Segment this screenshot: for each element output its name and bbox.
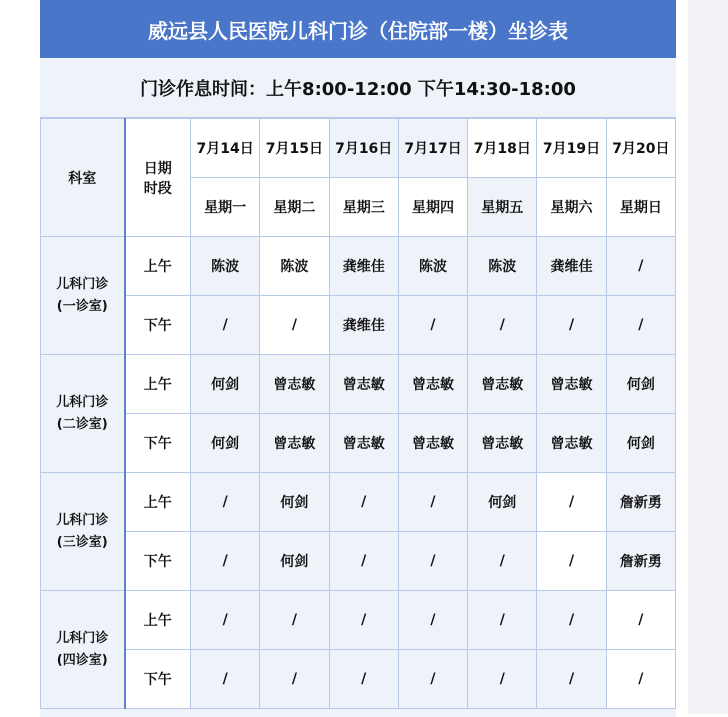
table-row xyxy=(41,237,676,296)
schedule-cell: 何剑 xyxy=(468,473,537,532)
schedule-cell: 陈波 xyxy=(468,237,537,296)
schedule-cell: 何剑 xyxy=(606,414,675,473)
schedule-cell: / xyxy=(398,591,467,650)
table-row xyxy=(41,473,676,532)
room-label: 儿科门诊 (一诊室) xyxy=(41,237,125,355)
date-period-header: 日期 时段 xyxy=(125,119,191,237)
period-label: 上午 xyxy=(125,473,191,532)
weekday-header: 星期五 xyxy=(468,178,537,237)
schedule-cell: 曾志敏 xyxy=(537,355,606,414)
room-label: 儿科门诊 (四诊室) xyxy=(41,591,125,709)
schedule-cell: 陈波 xyxy=(398,237,467,296)
schedule-cell: / xyxy=(468,296,537,355)
schedule-cell: 何剑 xyxy=(606,355,675,414)
schedule-cell: / xyxy=(398,532,467,591)
period-label: 下午 xyxy=(125,650,191,709)
schedule-cell: 陈波 xyxy=(260,237,329,296)
schedule-cell: / xyxy=(537,296,606,355)
weekday-header: 星期二 xyxy=(260,178,329,237)
schedule-cell: 何剑 xyxy=(260,532,329,591)
schedule-cell: 龚维佳 xyxy=(537,237,606,296)
table-row xyxy=(41,591,676,650)
schedule-cell: 曾志敏 xyxy=(537,414,606,473)
schedule-cell: / xyxy=(606,296,675,355)
schedule-cell: 曾志敏 xyxy=(329,414,398,473)
schedule-cell: / xyxy=(191,473,260,532)
schedule-cell: / xyxy=(191,650,260,709)
table-row xyxy=(41,296,676,355)
schedule-cell: 曾志敏 xyxy=(398,355,467,414)
schedule-cell: / xyxy=(468,591,537,650)
schedule-cell: / xyxy=(537,473,606,532)
schedule-cell: / xyxy=(191,532,260,591)
schedule-cell: 曾志敏 xyxy=(468,414,537,473)
schedule-cell: / xyxy=(468,650,537,709)
table-row xyxy=(41,650,676,709)
schedule-cell: / xyxy=(537,591,606,650)
schedule-cell: / xyxy=(537,650,606,709)
schedule-cell: / xyxy=(537,532,606,591)
schedule-cell: / xyxy=(398,650,467,709)
schedule-cell: 何剑 xyxy=(260,473,329,532)
schedule-cell: / xyxy=(260,296,329,355)
schedule-cell: / xyxy=(606,591,675,650)
schedule-sheet xyxy=(40,0,676,717)
schedule-cell: / xyxy=(260,591,329,650)
dept-header: 科室 xyxy=(41,119,125,237)
period-label: 下午 xyxy=(125,414,191,473)
sheet-title: 威远县人民医院儿科门诊（住院部一楼）坐诊表 xyxy=(40,0,676,58)
schedule-cell: 龚维佳 xyxy=(329,237,398,296)
date-header: 7月17日 xyxy=(398,119,467,178)
date-header: 7月14日 xyxy=(191,119,260,178)
schedule-cell: 曾志敏 xyxy=(260,414,329,473)
period-label: 上午 xyxy=(125,237,191,296)
date-header: 7月19日 xyxy=(537,119,606,178)
weekday-header: 星期一 xyxy=(191,178,260,237)
schedule-cell: 何剑 xyxy=(191,414,260,473)
schedule-cell: / xyxy=(329,473,398,532)
schedule-cell: 龚维佳 xyxy=(329,296,398,355)
schedule-cell: / xyxy=(398,296,467,355)
period-label: 下午 xyxy=(125,296,191,355)
date-header: 7月15日 xyxy=(260,119,329,178)
weekday-header: 星期三 xyxy=(329,178,398,237)
weekday-header: 星期日 xyxy=(606,178,675,237)
schedule-cell: / xyxy=(260,650,329,709)
period-label: 上午 xyxy=(125,591,191,650)
weekday-header: 星期四 xyxy=(398,178,467,237)
schedule-cell: 詹新勇 xyxy=(606,473,675,532)
room-label: 儿科门诊 (三诊室) xyxy=(41,473,125,591)
scrollbar-track xyxy=(688,0,728,714)
table-row xyxy=(41,355,676,414)
date-header: 7月18日 xyxy=(468,119,537,178)
schedule-cell: / xyxy=(329,532,398,591)
date-header: 7月16日 xyxy=(329,119,398,178)
schedule-cell: / xyxy=(398,473,467,532)
schedule-cell: / xyxy=(329,591,398,650)
schedule-cell: / xyxy=(606,237,675,296)
clinic-hours: 门诊作息时间：上午8:00-12:00 下午14:30-18:00 xyxy=(40,58,676,118)
table-row xyxy=(41,532,676,591)
schedule-cell: 曾志敏 xyxy=(398,414,467,473)
schedule-cell: 曾志敏 xyxy=(468,355,537,414)
schedule-cell: 陈波 xyxy=(191,237,260,296)
schedule-cell: 何剑 xyxy=(191,355,260,414)
schedule-table xyxy=(40,118,676,709)
schedule-cell: / xyxy=(329,650,398,709)
table-row xyxy=(41,414,676,473)
schedule-cell: 詹新勇 xyxy=(606,532,675,591)
period-label: 下午 xyxy=(125,532,191,591)
schedule-cell: 曾志敏 xyxy=(260,355,329,414)
weekday-header: 星期六 xyxy=(537,178,606,237)
schedule-cell: / xyxy=(468,532,537,591)
schedule-cell: / xyxy=(191,296,260,355)
schedule-cell: / xyxy=(606,650,675,709)
period-label: 上午 xyxy=(125,355,191,414)
schedule-cell: / xyxy=(191,591,260,650)
date-header: 7月20日 xyxy=(606,119,675,178)
room-label: 儿科门诊 (二诊室) xyxy=(41,355,125,473)
schedule-cell: 曾志敏 xyxy=(329,355,398,414)
